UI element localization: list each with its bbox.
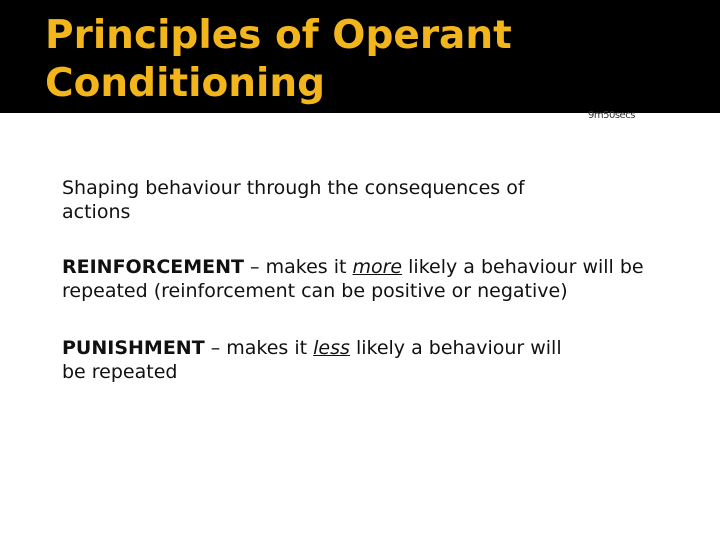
slide-title (45, 12, 512, 108)
reinforcement-emphasis: more (352, 256, 403, 278)
reinforcement-text-post: likely a behaviour will be repeated (reinforcement can be positive or negative) (62, 256, 644, 302)
title-bar (0, 0, 720, 113)
reinforcement-paragraph (62, 255, 682, 303)
punishment-text-pre: – makes it (204, 337, 314, 359)
title-line-1: Principles of Operant (45, 13, 512, 58)
intro-text: Shaping behaviour through the consequences of actions (62, 177, 525, 223)
reinforcement-text-pre: – makes it (244, 256, 353, 278)
punishment-emphasis: less (313, 337, 350, 359)
title-line-2: Conditioning (45, 61, 326, 106)
punishment-paragraph (62, 336, 582, 384)
punishment-term: PUNISHMENT (62, 337, 205, 359)
timing-note: 9m50secs (588, 110, 635, 121)
punishment-text-post: likely a behaviour will be repeated (62, 337, 562, 383)
reinforcement-term: REINFORCEMENT (62, 256, 245, 278)
